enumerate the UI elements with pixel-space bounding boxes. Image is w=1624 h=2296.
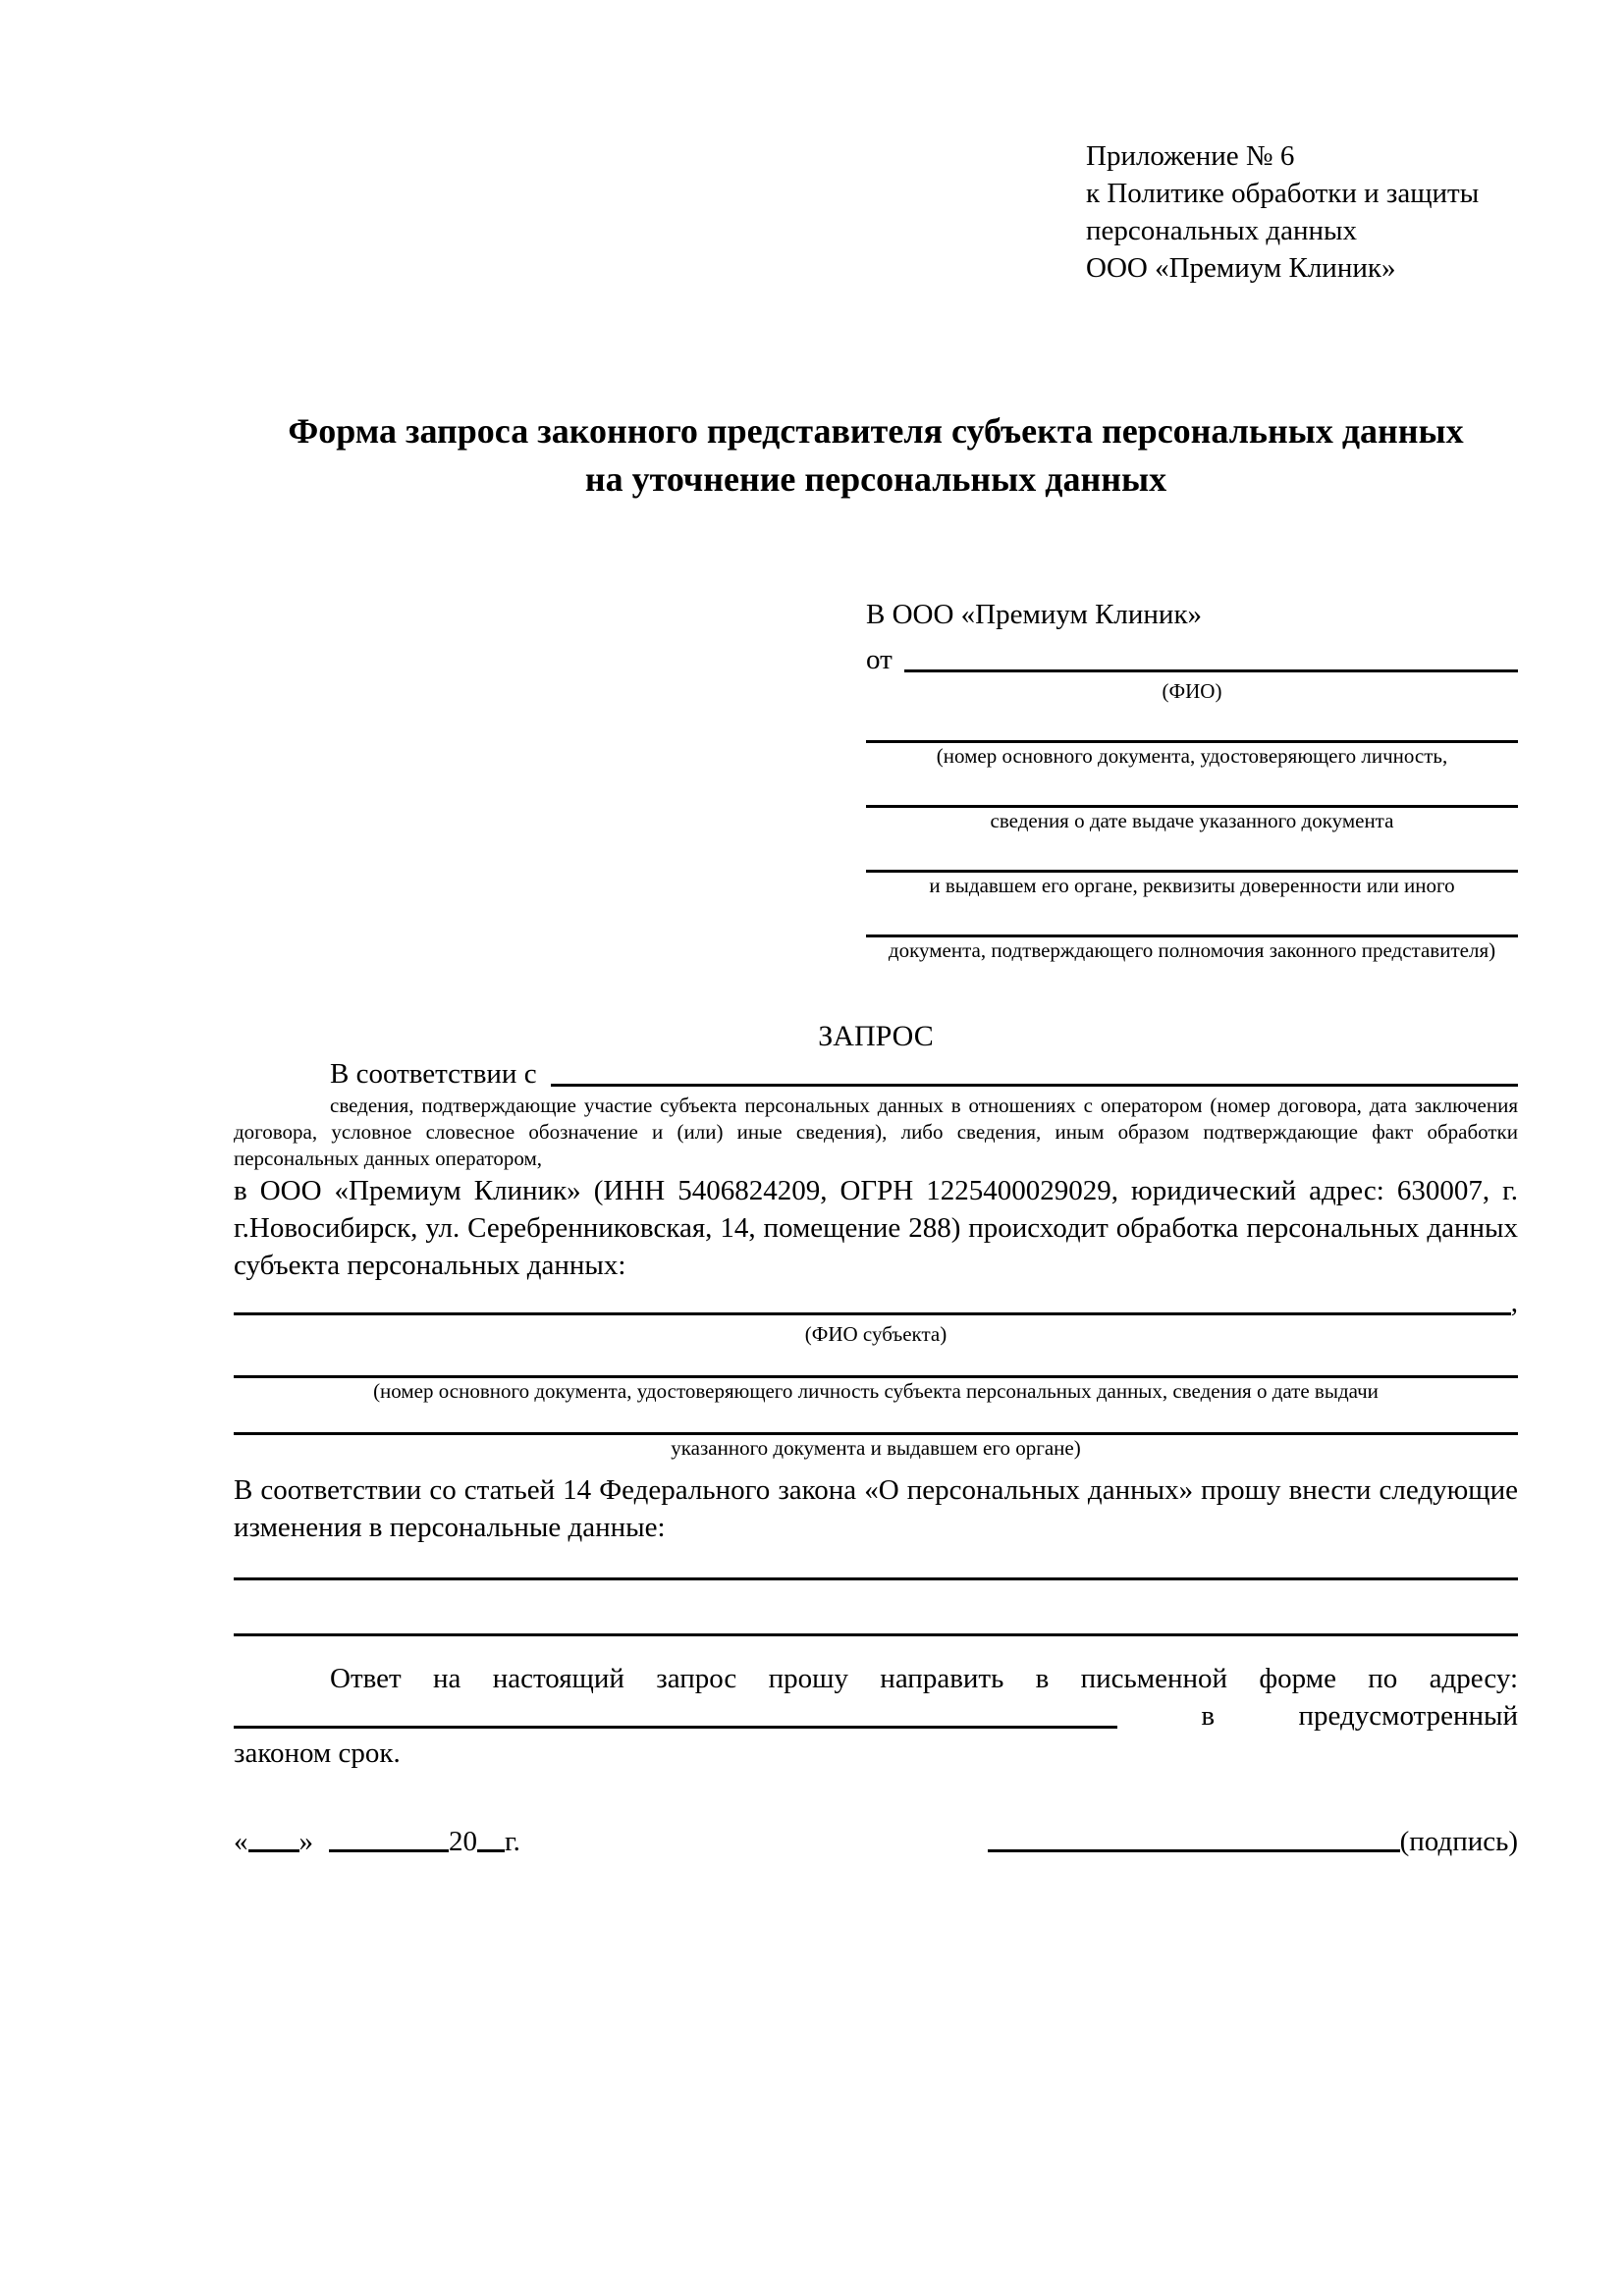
fio-caption: (ФИО) bbox=[1162, 679, 1222, 703]
year-blank-line bbox=[477, 1849, 505, 1852]
month-blank-line bbox=[329, 1849, 449, 1852]
changes-blank-line-1 bbox=[234, 1577, 1518, 1580]
title-line-1: Форма запроса законного представителя субъекта персональных данных bbox=[288, 411, 1464, 451]
answer-address-field bbox=[234, 1697, 1518, 1735]
signature-blank-line bbox=[988, 1849, 1400, 1852]
year-prefix: 20 bbox=[449, 1826, 477, 1857]
representative-doc-field-1 bbox=[866, 740, 1518, 770]
answer-sentence-line-3: законом срок. bbox=[234, 1737, 401, 1769]
from-blank-line bbox=[904, 669, 1518, 672]
date-signature-row bbox=[234, 1823, 1518, 1860]
subject-doc-field-1 bbox=[234, 1375, 1518, 1405]
basis-blank-line bbox=[551, 1084, 1518, 1087]
date-quote-close: » bbox=[298, 1826, 313, 1857]
subject-doc-field-2 bbox=[234, 1432, 1518, 1462]
changes-blank-line-2 bbox=[234, 1633, 1518, 1636]
date-quote-open: « bbox=[234, 1826, 248, 1857]
year-suffix: г. bbox=[505, 1826, 520, 1857]
document-title bbox=[234, 407, 1518, 504]
appendix-line-1: Приложение № 6 bbox=[1086, 140, 1295, 172]
basis-field bbox=[234, 1055, 1518, 1093]
basis-caption: сведения, подтверждающие участие субъекта персональных данных в отношениях с оператором (номер договора, дата заключения договора, условное словесное обозначение и (или) иные сведения), либо сведения, иным образом подтверждающие факт обработки персональных данных оператором, bbox=[234, 1094, 1518, 1170]
signature-field bbox=[988, 1823, 1518, 1860]
appendix-line-3: персональных данных bbox=[1086, 215, 1358, 246]
addressee-to: В ООО «Премиум Клиник» bbox=[866, 599, 1203, 630]
answer-word-v: в bbox=[1201, 1700, 1216, 1732]
subject-fio-comma: , bbox=[1510, 1287, 1518, 1318]
answer-sentence-line-1: Ответ на настоящий запрос прошу направить в письменной форме по адресу: bbox=[330, 1663, 1518, 1694]
addressee-block bbox=[866, 596, 1518, 964]
subject-doc-caption-1: (номер основного документа, удостоверяющего личность субъекта персональных данных, сведения о дате выдачи bbox=[373, 1379, 1379, 1403]
article-paragraph: В соответствии со статьей 14 Федерального закона «О персональных данных» прошу внести следующие изменения в персональные данные: bbox=[234, 1474, 1518, 1543]
address-blank-line bbox=[234, 1726, 1117, 1729]
appendix-block bbox=[1086, 137, 1518, 287]
title-line-2: на уточнение персональных данных bbox=[584, 459, 1167, 499]
signature-caption: (подпись) bbox=[1399, 1826, 1518, 1857]
answer-word-predusmotrenny: предусмотренный bbox=[1298, 1700, 1518, 1732]
appendix-line-4: ООО «Премиум Клиник» bbox=[1086, 252, 1396, 284]
doc-caption-1: (номер основного документа, удостоверяющего личность, bbox=[936, 744, 1448, 768]
request-heading: ЗАПРОС bbox=[818, 1020, 934, 1052]
doc-caption-3: и выдавшем его органе, реквизиты доверенности или иного bbox=[929, 874, 1455, 897]
basis-prefix: В соответствии с bbox=[330, 1058, 537, 1090]
from-field bbox=[866, 641, 1518, 678]
from-label: от bbox=[866, 644, 893, 675]
appendix-line-2: к Политике обработки и защиты bbox=[1086, 178, 1480, 209]
subject-fio-field bbox=[234, 1284, 1518, 1348]
subject-fio-blank-line bbox=[234, 1312, 1511, 1315]
date-field bbox=[234, 1823, 520, 1860]
doc-caption-2: сведения о дате выдаче указанного документа bbox=[990, 809, 1394, 832]
representative-doc-field-3 bbox=[866, 870, 1518, 899]
document-content bbox=[234, 137, 1518, 1860]
subject-fio-caption: (ФИО субъекта) bbox=[804, 1322, 947, 1346]
subject-fio-line bbox=[234, 1284, 1518, 1321]
doc-caption-4: документа, подтверждающего полномочия законного представителя) bbox=[888, 938, 1496, 962]
representative-doc-field-2 bbox=[866, 805, 1518, 834]
subject-doc-caption-2: указанного документа и выдавшем его органе) bbox=[671, 1436, 1081, 1460]
day-blank-line bbox=[248, 1849, 299, 1852]
operator-paragraph: в ООО «Премиум Клиник» (ИНН 5406824209, ОГРН 1225400029029, юридический адрес: 630007, г. г.Новосибирск, ул. Серебренниковская, 14, помещение 288) происходит обработка персональных данных субъекта персональных данных: bbox=[234, 1175, 1518, 1281]
representative-doc-field-4 bbox=[866, 934, 1518, 964]
